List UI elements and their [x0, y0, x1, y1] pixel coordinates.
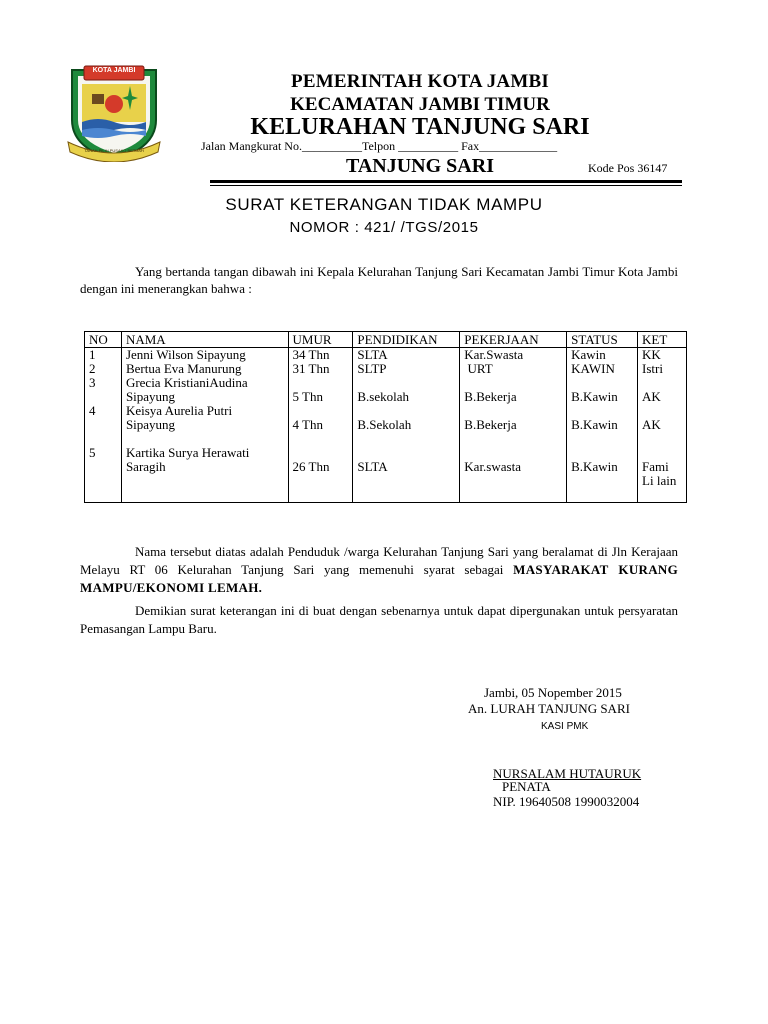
column-header-status: STATUS: [567, 332, 638, 348]
cell-pekerjaan: Kar.Swasta: [460, 348, 567, 363]
column-header-nama: NAMA: [121, 332, 288, 348]
table-row: [85, 362, 687, 376]
cell-nama: Grecia KristianiAudina Sipayung: [121, 376, 288, 404]
cell-ket: Istri: [638, 362, 687, 376]
cell-nama: Kartika Surya Herawati Saragih: [121, 432, 288, 503]
cell-nama: Jenni Wilson Sipayung: [121, 348, 288, 363]
cell-no: 5: [85, 432, 122, 503]
table-row: [85, 348, 687, 363]
signature-on-behalf: An. LURAH TANJUNG SARI: [468, 701, 630, 716]
table-row: [85, 404, 687, 432]
kota-jambi-emblem-icon: [66, 62, 162, 162]
cell-ket: AK: [638, 376, 687, 404]
cell-ket: KK: [638, 348, 687, 363]
cell-pendidikan: B.sekolah: [353, 376, 460, 404]
signature-place-date: Jambi, 05 Nopember 2015: [484, 685, 622, 700]
cell-umur: 5 Thn: [288, 376, 353, 404]
table-header-row: [85, 332, 687, 348]
column-header-ket: KET: [638, 332, 687, 348]
cell-status: B.Kawin: [567, 376, 638, 404]
cell-umur: 31 Thn: [288, 362, 353, 376]
column-header-pekerjaan: PEKERJAAN: [460, 332, 567, 348]
cell-pekerjaan: B.Bekerja: [460, 376, 567, 404]
letter-number: NOMOR : 421/ /TGS/2015: [289, 219, 479, 236]
cell-status: KAWIN: [567, 362, 638, 376]
cell-pendidikan: SLTP: [353, 362, 460, 376]
economic-status-statement: MASYARAKAT KURANG MAMPU/EKONOMI LEMAH.: [80, 562, 679, 595]
signatory-nip: NIP. 19640508 1990032004: [493, 794, 640, 809]
signature-position: KASI PMK: [541, 721, 589, 732]
letterhead-village: KELURAHAN TANJUNG SARI: [250, 114, 590, 140]
table-row: [85, 376, 687, 404]
cell-pendidikan: SLTA: [353, 348, 460, 363]
column-header-umur: UMUR: [288, 332, 353, 348]
cell-umur: 34 Thn: [288, 348, 353, 363]
signatory-rank: PENATA: [502, 779, 551, 794]
signatory-name: NURSALAM HUTAURUK: [493, 766, 642, 781]
cell-ket: Fami Li lain: [638, 432, 687, 503]
letterhead-rule-thick: [210, 180, 682, 183]
body-paragraph-purpose: Demikian surat keterangan ini di buat dengan sebenarnya untuk dapat dipergunakan untuk persyaratan Pemasangan Lampu Baru.: [80, 603, 678, 636]
letterhead-rule-thin: [210, 185, 682, 186]
letterhead-address: Jalan Mangkurat No.__________Telpon __________ Fax_____________: [201, 139, 558, 153]
letterhead-district: KECAMATAN JAMBI TIMUR: [290, 94, 550, 115]
cell-pekerjaan: Kar.swasta: [460, 432, 567, 503]
cell-status: B.Kawin: [567, 404, 638, 432]
cell-pekerjaan: B.Bekerja: [460, 404, 567, 432]
cell-no: 3: [85, 376, 122, 404]
logo-banner-text: KOTA JAMBI: [92, 67, 136, 74]
cell-nama: Keisya Aurelia Putri Sipayung: [121, 404, 288, 432]
letter-title: SURAT KETERANGAN TIDAK MAMPU: [225, 195, 543, 214]
family-table: [84, 331, 687, 503]
cell-no: 2: [85, 362, 122, 376]
body-paragraph-residence-text: Nama tersebut diatas adalah Penduduk /warga Kelurahan Tanjung Sari yang beralamat di Jln Kerajaan Melayu RT 06 Kelurahan Tanjung Sari yang memenuhi syarat sebagai: [80, 544, 678, 577]
cell-status: B.Kawin: [567, 432, 638, 503]
cell-pendidikan: B.Sekolah: [353, 404, 460, 432]
body-paragraph-residence: [80, 543, 678, 597]
column-header-no: NO: [85, 332, 122, 348]
cell-status: Kawin: [567, 348, 638, 363]
cell-pendidikan: SLTA: [353, 432, 460, 503]
cell-pekerjaan: URT: [460, 362, 567, 376]
cell-ket: AK: [638, 404, 687, 432]
cell-umur: 4 Thn: [288, 404, 353, 432]
cell-no: 4: [85, 404, 122, 432]
cell-umur: 26 Thn: [288, 432, 353, 503]
intro-paragraph: Yang bertanda tangan dibawah ini Kepala Kelurahan Tanjung Sari Kecamatan Jambi Timur Kota Jambi dengan ini menerangkan bahwa :: [80, 264, 678, 296]
logo-motto-text: TANAH PILIH PUSAKO BETUAH: [84, 148, 144, 153]
column-header-pendidikan: PENDIDIKAN: [353, 332, 460, 348]
postcode: Kode Pos 36147: [588, 161, 668, 175]
cell-nama: Bertua Eva Manurung: [121, 362, 288, 376]
letterhead-government: PEMERINTAH KOTA JAMBI: [291, 71, 549, 92]
cell-no: 1: [85, 348, 122, 363]
table-row: [85, 432, 687, 503]
letterhead-area: TANJUNG SARI: [346, 155, 494, 177]
